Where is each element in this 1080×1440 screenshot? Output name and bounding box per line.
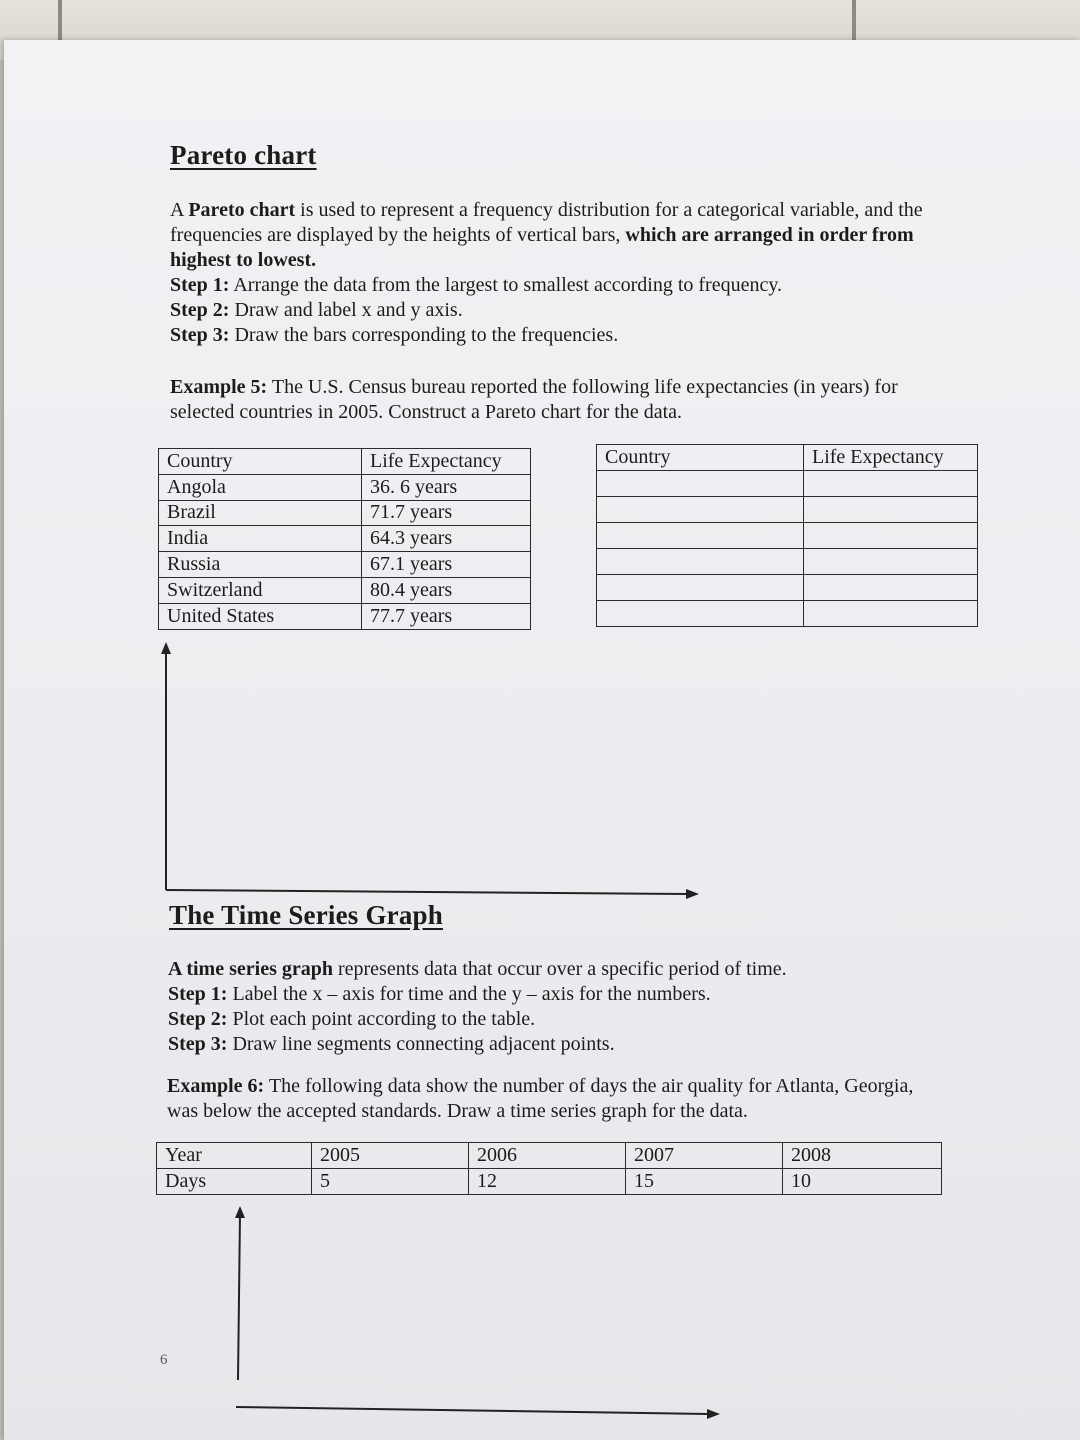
table-row (159, 552, 531, 578)
blank-cell[interactable] (804, 601, 978, 627)
table-cell: Switzerland (159, 577, 362, 603)
pareto-x-arrow (686, 889, 699, 899)
table-cell: 77.7 years (362, 603, 531, 629)
blank-cell[interactable] (597, 601, 804, 627)
pareto-step-1 (170, 273, 970, 298)
table-cell: 71.7 years (362, 500, 531, 526)
row-label-cell: Year (157, 1143, 312, 1169)
table-cell: United States (159, 603, 362, 629)
table-header-cell: Life Expectancy (804, 445, 978, 471)
table-header-row (597, 445, 978, 471)
table-row (159, 526, 531, 552)
worksheet-page (4, 40, 1080, 1440)
step-label: Step 1: (170, 274, 230, 296)
time-series-intro-bold: A time series graph (168, 958, 333, 980)
example-6-text: The following data show the number of days the air quality for Atlanta, Georgia, was below the accepted standards. Draw a time series graph for the data. (167, 1075, 914, 1122)
pareto-axes (154, 640, 714, 910)
table-row (597, 471, 978, 497)
step-text: Draw line segments connecting adjacent points. (227, 1033, 615, 1055)
step-label: Step 1: (168, 983, 228, 1005)
blank-cell[interactable] (597, 497, 804, 523)
step-label: Step 2: (170, 299, 230, 321)
step-text: Draw and label x and y axis. (229, 299, 463, 321)
page-number: 6 (160, 1352, 168, 1368)
time-series-step-2 (168, 1007, 958, 1032)
blank-cell[interactable] (597, 471, 804, 497)
pareto-steps (170, 273, 970, 348)
pareto-y-arrow (161, 642, 171, 654)
row-label-cell: Days (157, 1168, 312, 1194)
time-series-title: The Time Series Graph (169, 900, 443, 930)
table-row (159, 474, 531, 500)
time-series-steps (168, 982, 958, 1057)
table-row (597, 575, 978, 601)
table-row (597, 549, 978, 575)
time-series-y-axis (238, 1214, 240, 1380)
example-6 (167, 1074, 927, 1124)
table-cell: 2005 (312, 1143, 469, 1169)
time-series-step-3 (168, 1032, 958, 1057)
pareto-x-axis (166, 890, 689, 894)
blank-cell[interactable] (804, 497, 978, 523)
time-series-x-arrow (707, 1409, 720, 1419)
time-series-intro (168, 957, 958, 982)
blank-answer-table (596, 444, 978, 627)
table-cell: 64.3 years (362, 526, 531, 552)
table-cell: 36. 6 years (362, 474, 531, 500)
pareto-intro-bold-1: Pareto chart (188, 199, 296, 221)
air-quality-table (156, 1142, 942, 1195)
pareto-step-3 (170, 323, 970, 348)
pareto-intro-text-1: A (170, 199, 189, 221)
example-5-text: The U.S. Census bureau reported the following life expectancies (in years) for selected countries in 2005. Construct a Pareto chart for the data. (170, 376, 898, 423)
table-header-cell: Country (597, 445, 804, 471)
life-expectancy-table (158, 448, 531, 630)
blank-cell[interactable] (597, 549, 804, 575)
step-label: Step 3: (168, 1033, 228, 1055)
pareto-intro (170, 198, 960, 273)
step-label: Step 2: (168, 1008, 228, 1030)
table-cell: Russia (159, 552, 362, 578)
table-cell: Brazil (159, 500, 362, 526)
table-row (597, 497, 978, 523)
pareto-step-2 (170, 298, 970, 323)
pareto-intro-bold-2: which are arranged in order from highest to lowest. (170, 224, 914, 271)
table-cell: 2006 (469, 1143, 626, 1169)
table-cell: 2008 (783, 1143, 942, 1169)
example-6-label: Example 6: (167, 1075, 265, 1097)
example-5-label: Example 5: (170, 376, 268, 398)
blank-cell[interactable] (804, 523, 978, 549)
table-cell: 12 (469, 1168, 626, 1194)
table-cell: 5 (312, 1168, 469, 1194)
time-series-x-axis (236, 1407, 708, 1414)
table-cell: 15 (626, 1168, 783, 1194)
table-cell: 10 (783, 1168, 942, 1194)
table-cell: 80.4 years (362, 577, 531, 603)
time-series-axes (226, 1202, 736, 1427)
table-header-cell: Country (159, 449, 362, 475)
table-row (157, 1143, 942, 1169)
time-series-y-arrow (235, 1206, 245, 1218)
table-row (597, 601, 978, 627)
example-5 (170, 375, 960, 425)
table-cell: 2007 (626, 1143, 783, 1169)
table-header-row (159, 449, 531, 475)
time-series-step-1 (168, 982, 958, 1007)
step-text: Plot each point according to the table. (227, 1008, 536, 1030)
table-header-cell: Life Expectancy (362, 449, 531, 475)
step-text: Draw the bars corresponding to the frequencies. (229, 324, 619, 346)
blank-cell[interactable] (804, 575, 978, 601)
step-text: Arrange the data from the largest to smallest according to frequency. (229, 274, 783, 296)
table-row (157, 1168, 942, 1194)
blank-cell[interactable] (597, 523, 804, 549)
blank-cell[interactable] (804, 549, 978, 575)
table-row (159, 603, 531, 629)
table-row (159, 577, 531, 603)
blank-cell[interactable] (804, 471, 978, 497)
time-series-intro-text: represents data that occur over a specific period of time. (332, 958, 787, 980)
table-row (159, 500, 531, 526)
step-label: Step 3: (170, 324, 230, 346)
pareto-intro-text-2: is used to represent a frequency distribution for a categorical variable, and the frequencies are displayed by the heights of vertical bars, (170, 199, 923, 246)
blank-cell[interactable] (597, 575, 804, 601)
step-text: Label the x – axis for time and the y – axis for the numbers. (227, 983, 711, 1005)
table-cell: India (159, 526, 362, 552)
table-cell: 67.1 years (362, 552, 531, 578)
pareto-title: Pareto chart (170, 140, 317, 170)
table-cell: Angola (159, 474, 362, 500)
table-row (597, 523, 978, 549)
